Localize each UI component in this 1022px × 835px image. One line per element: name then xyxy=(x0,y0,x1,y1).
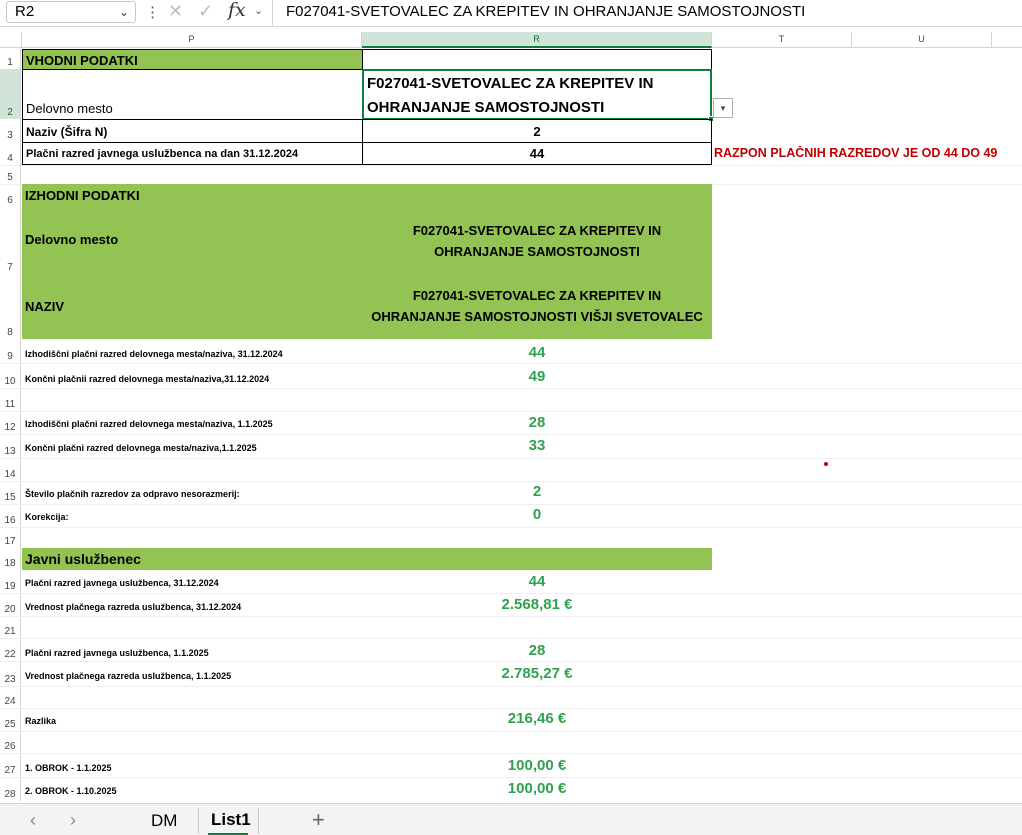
row-header[interactable]: 23 xyxy=(0,661,21,686)
cell-p6[interactable]: IZHODNI PODATKI xyxy=(25,188,140,203)
cell-p4[interactable]: Plačni razred javnega uslužbenca na dan 31.12.2024 xyxy=(22,142,363,165)
cell-p3[interactable]: Naziv (Šifra N) xyxy=(22,119,363,143)
cell-r2-selected[interactable] xyxy=(362,69,712,120)
cell-p28[interactable]: 2. OBROK - 1.10.2025 xyxy=(25,786,117,796)
range-note[interactable]: RAZPON PLAČNIH RAZREDOV JE OD 44 DO 49 xyxy=(714,146,998,160)
chevron-down-icon[interactable]: ⌄ xyxy=(118,5,129,19)
row-header[interactable]: 15 xyxy=(0,481,21,504)
gridline xyxy=(0,527,1022,528)
cell-p2[interactable] xyxy=(22,69,363,120)
cell-r10[interactable]: 49 xyxy=(528,368,546,385)
tab-list1[interactable]: List1 xyxy=(211,810,251,829)
stray-red-dot xyxy=(824,462,828,466)
gridline xyxy=(0,363,1022,364)
gridline xyxy=(0,504,1022,505)
row-header[interactable]: 10 xyxy=(0,363,21,388)
more-options-icon[interactable]: ⋮ xyxy=(145,4,160,21)
row-header[interactable]: 3 xyxy=(0,119,21,142)
row-header[interactable]: 14 xyxy=(0,458,21,481)
gridline xyxy=(0,388,1022,389)
gridline xyxy=(0,753,1022,754)
cell-r8[interactable] xyxy=(362,285,712,327)
formula-input[interactable]: F027041-SVETOVALEC ZA KREPITEV IN OHRANJANJE SAMOSTOJNOSTI xyxy=(286,3,806,20)
tab-separator xyxy=(198,808,199,834)
tab-dm[interactable]: DM xyxy=(151,811,178,830)
cell-r7-line2: OHRANJANJE SAMOSTOJNOSTI xyxy=(434,244,640,259)
cell-p8[interactable]: NAZIV xyxy=(25,299,64,314)
row-header[interactable]: 5 xyxy=(0,165,21,184)
cell-r27[interactable]: 100,00 € xyxy=(507,757,567,774)
row-header[interactable]: 26 xyxy=(0,731,21,753)
row-header[interactable]: 13 xyxy=(0,434,21,458)
cell-r2-line2: OHRANJANJE SAMOSTOJNOSTI xyxy=(367,99,605,116)
name-box[interactable] xyxy=(6,1,136,23)
cell-r9[interactable]: 44 xyxy=(528,344,546,361)
row-header[interactable]: 16 xyxy=(0,504,21,527)
cell-p16[interactable]: Korekcija: xyxy=(25,512,69,522)
scroll-tabs-right-icon[interactable]: › xyxy=(70,810,76,830)
cell-p9[interactable]: Izhodiščni plačni razred delovnega mesta/naziva, 31.12.2024 xyxy=(25,349,283,359)
cell-r12[interactable]: 28 xyxy=(528,414,546,431)
insert-function-icon[interactable]: fx xyxy=(228,0,246,21)
cell-p20[interactable]: Vrednost plačnega razreda uslužbenca, 31.12.2024 xyxy=(25,602,242,612)
row-header[interactable]: 12 xyxy=(0,411,21,434)
row-header[interactable]: 11 xyxy=(0,388,21,411)
formula-bar xyxy=(0,0,1022,27)
cell-p10[interactable]: Končni plačnii razred delovnega mesta/naziva,31.12.2024 xyxy=(25,374,270,384)
dropdown-arrow-icon[interactable]: ▾ xyxy=(713,98,733,118)
gridline xyxy=(0,731,1022,732)
cell-p27[interactable]: 1. OBROK - 1.1.2025 xyxy=(25,763,112,773)
row-header[interactable]: 4 xyxy=(0,142,21,165)
cell-p18[interactable]: Javni uslužbenec xyxy=(22,548,712,570)
cell-p19[interactable]: Plačni razred javnega uslužbenca, 31.12.2024 xyxy=(25,578,219,588)
row-header[interactable]: 27 xyxy=(0,753,21,777)
row-header[interactable]: 20 xyxy=(0,593,21,616)
cell-r15[interactable]: 2 xyxy=(532,483,542,500)
row-header[interactable]: 28 xyxy=(0,777,21,801)
cell-p13[interactable]: Končni plačni razred delovnega mesta/naziva,1.1.2025 xyxy=(25,443,257,453)
cell-r7[interactable] xyxy=(362,220,712,262)
cell-r28[interactable]: 100,00 € xyxy=(507,780,567,797)
cell-r2-line1: F027041-SVETOVALEC ZA KREPITEV IN xyxy=(367,75,654,92)
row-header[interactable]: 19 xyxy=(0,570,21,593)
confirm-icon[interactable]: ✓ xyxy=(198,1,214,21)
cell-r22[interactable]: 28 xyxy=(528,642,546,659)
gridline xyxy=(0,165,1022,166)
cell-p22[interactable]: Plačni razred javnega uslužbenca, 1.1.2025 xyxy=(25,648,209,658)
scroll-tabs-left-icon[interactable]: ‹ xyxy=(30,810,36,830)
cell-r13[interactable]: 33 xyxy=(528,437,546,454)
cell-r19[interactable]: 44 xyxy=(528,573,546,590)
formula-bar-divider xyxy=(272,0,273,27)
row-header[interactable]: 22 xyxy=(0,638,21,661)
tab-separator xyxy=(258,808,259,834)
gridline xyxy=(0,777,1022,778)
gridline xyxy=(0,458,1022,459)
column-header-u[interactable]: U xyxy=(852,32,992,48)
row-header[interactable]: 21 xyxy=(0,616,21,638)
column-header-t[interactable]: T xyxy=(712,32,852,48)
gridline xyxy=(0,661,1022,662)
cell-p7[interactable]: Delovno mesto xyxy=(25,232,119,247)
row-header[interactable]: 25 xyxy=(0,708,21,731)
row-header[interactable]: 6 xyxy=(0,184,21,207)
cell-r8-line2: OHRANJANJE SAMOSTOJNOSTI VIŠJI SVETOVALEC xyxy=(371,309,703,324)
cell-r7-line1: F027041-SVETOVALEC ZA KREPITEV IN xyxy=(412,223,662,238)
cancel-icon[interactable]: ✕ xyxy=(168,1,184,21)
cell-r1[interactable] xyxy=(362,49,712,70)
gridline xyxy=(0,481,1022,482)
row-header[interactable]: 24 xyxy=(0,686,21,708)
cell-r16[interactable]: 0 xyxy=(532,506,542,523)
column-header-r[interactable]: R xyxy=(362,32,712,48)
cell-p25[interactable]: Razlika xyxy=(25,716,57,726)
row-header[interactable]: 2 xyxy=(0,69,21,119)
cell-r8-line1: F027041-SVETOVALEC ZA KREPITEV IN xyxy=(412,288,662,303)
name-box-value: R2 xyxy=(15,3,35,20)
cell-r25[interactable]: 216,46 € xyxy=(507,710,567,727)
cell-r23[interactable]: 2.785,27 € xyxy=(501,665,573,682)
add-sheet-icon[interactable]: + xyxy=(312,807,325,832)
gridline xyxy=(0,593,1022,594)
row-header[interactable]: 17 xyxy=(0,527,21,548)
row-header[interactable]: 1 xyxy=(0,49,21,69)
row-header[interactable]: 9 xyxy=(0,339,21,363)
row-header[interactable]: 18 xyxy=(0,548,21,570)
cell-r4[interactable]: 44 xyxy=(362,142,712,165)
gridline xyxy=(0,686,1022,687)
sheet-tab-bar xyxy=(0,803,1022,835)
gridline xyxy=(0,708,1022,709)
column-header-p[interactable]: P xyxy=(22,32,362,48)
cell-r20[interactable]: 2.568,81 € xyxy=(501,596,573,613)
cell-p23[interactable]: Vrednost plačnega razreda uslužbenca, 1.1.2025 xyxy=(25,671,232,681)
select-all-corner[interactable] xyxy=(0,32,22,48)
cell-p12[interactable]: Izhodiščni plačni razred delovnega mesta/naziva, 1.1.2025 xyxy=(25,419,273,429)
cell-p2-text: Delovno mesto xyxy=(26,101,113,116)
cell-p1[interactable]: VHODNI PODATKI xyxy=(22,49,363,70)
expand-formula-chevron-icon[interactable]: ⌄ xyxy=(254,5,264,17)
gridline xyxy=(0,411,1022,412)
row-header[interactable]: 8 xyxy=(0,274,21,339)
cell-r3[interactable]: 2 xyxy=(362,119,712,143)
column-headers xyxy=(0,32,1022,48)
cell-p15[interactable]: Število plačnih razredov za odpravo nesorazmerij: xyxy=(25,489,240,499)
gridline xyxy=(0,434,1022,435)
row-header[interactable]: 7 xyxy=(0,207,21,274)
gridline xyxy=(0,638,1022,639)
gridline xyxy=(0,616,1022,617)
